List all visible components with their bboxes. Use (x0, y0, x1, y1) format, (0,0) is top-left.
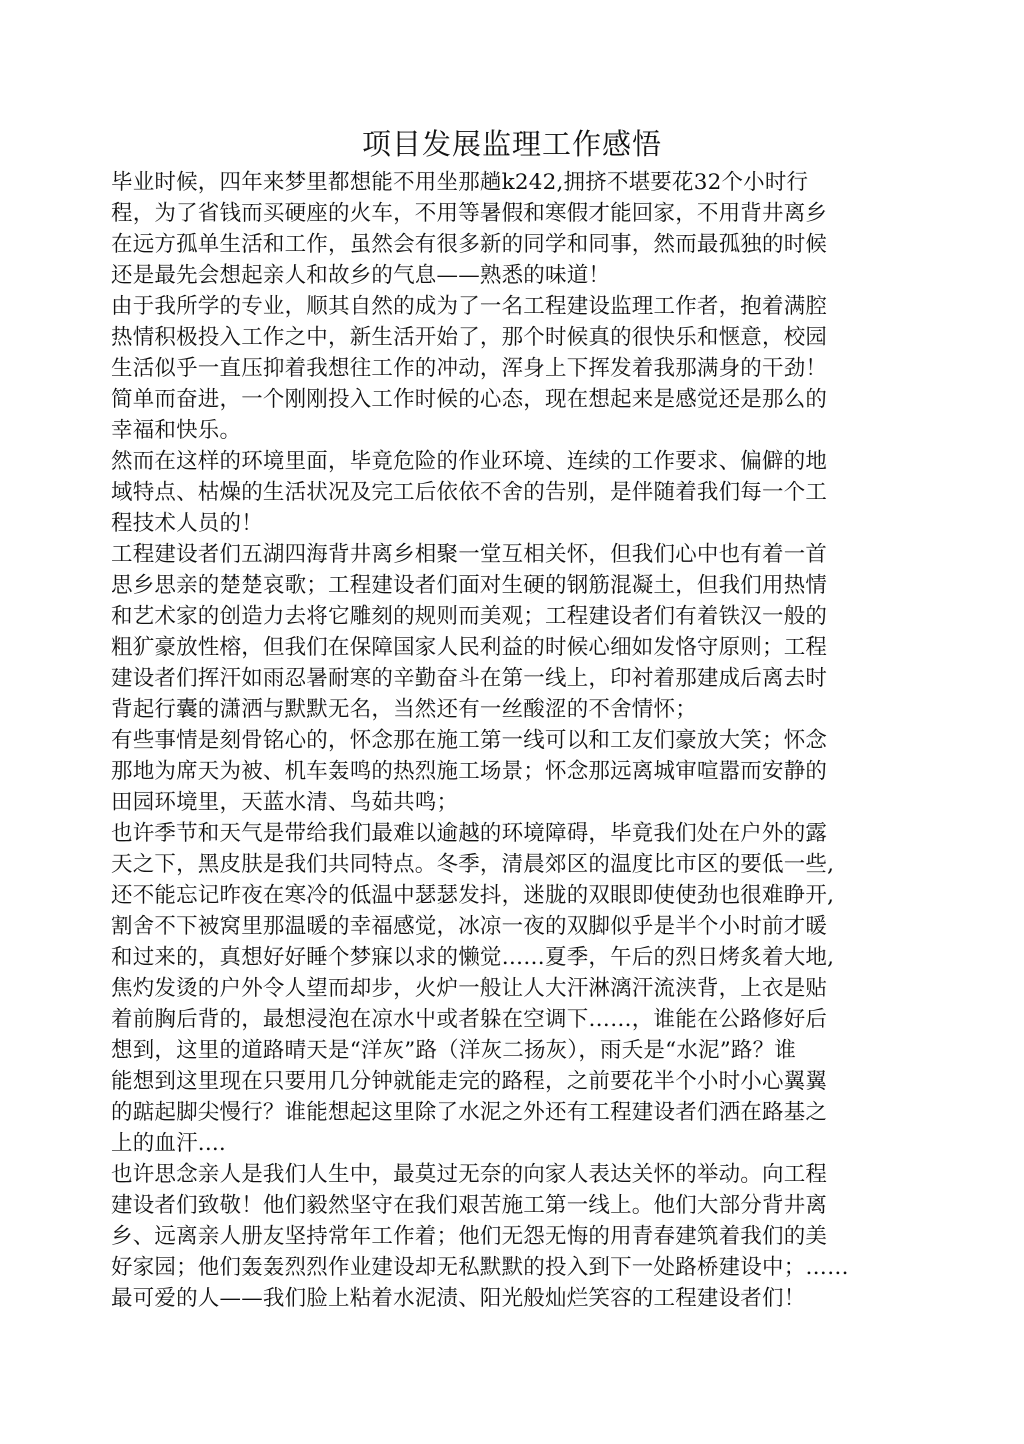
text-line: 在远方孤单生活和工作，虽然会有很多新的同学和同事，然而最孤独的时候 (111, 232, 828, 257)
paragraph (111, 1159, 901, 1314)
paragraph (111, 167, 901, 291)
text-line: 毕业时候，四年来梦里都想能不用坐那趟k242,拥挤不堪要花32个小时行 (111, 170, 809, 195)
text-line: 思乡思亲的楚楚哀歌；工程建设者们面对生硬的钢筋混凝土，但我们用热情 (111, 573, 828, 598)
text-line: 焦灼发烫的户外令人望而却步，火炉一般让人大汗淋漓汗流浃背，上衣是贴 (111, 976, 828, 1001)
text-line: 程技术人员的！ (111, 511, 263, 536)
text-line: 割舍不下被窝里那温暖的幸福感觉，冰凉一夜的双脚似乎是半个小时前才暖 (111, 914, 828, 939)
paragraph (111, 539, 901, 725)
text-line: 的踮起脚尖慢行？谁能想起这里除了水泥之外还有工程建设者们洒在路基之 (111, 1100, 828, 1125)
text-line: 想到，这里的道路晴天是“洋灰”路（洋灰二扬灰），雨夭是“水泥”路？谁 (111, 1038, 797, 1063)
text-line: 粗犷豪放性榕，但我们在保障国家人民利益的时候心细如发恪守原则；工程 (111, 635, 828, 660)
text-line: 还是最先会想起亲人和故乡的气息——熟悉的味道！ (111, 263, 611, 288)
text-line: 和过来的，真想好好睡个梦寐以求的懒觉……夏季，午后的烈日烤炙着大地, (111, 945, 835, 970)
text-line: 田园环境里，天蓝水清、鸟茹共鸣； (111, 790, 459, 815)
document-title: 项目发展监理工作感悟 (361, 127, 662, 161)
text-line: 工程建设者们五湖四海背井离乡相聚一堂互相关怀，但我们心中也有着一首 (111, 542, 828, 567)
paragraph (111, 725, 901, 818)
text-line: 着前胸后背的，最想浸泡在凉水屮或者躲在空调下……，谁能在公路修好后 (111, 1007, 828, 1032)
text-line: 和艺术家的创造力去将它雕刻的规则而美观；工程建设者们有着铁汉一般的 (111, 604, 828, 629)
text-line: 上的血汗.... (111, 1131, 226, 1156)
text-line: 热情积极投入工作之中，新生活开始了，那个时候真的很快乐和惬意，校园 (111, 325, 828, 350)
paragraph (111, 446, 901, 539)
text-line: 建设者们致敬！他们毅然坚守在我们艰苦施工第一线上。他们大部分背井离 (111, 1193, 828, 1218)
text-line: 乡、远离亲人册友坚持常年工作着；他们无怨无悔的用青春建筑着我们的美 (111, 1224, 828, 1249)
text-line: 那地为席天为被、机车轰鸣的热烈施工场景；怀念那远离城审喧嚣而安静的 (111, 759, 828, 784)
text-line: 有些事情是刻骨铭心的，怀念那在施工第一线可以和工友们豪放大笑；怀念 (111, 728, 828, 753)
text-line: 背起行囊的潇洒与默默无名，当然还有一丝酸涩的不舍情怀； (111, 697, 697, 722)
text-line: 幸福和快乐。 (111, 418, 242, 443)
text-line: 建设者们挥汗如雨忍暑耐寒的辛勤奋斗在第一线上，印衬着那建成后离去时 (111, 666, 828, 691)
text-line: 简单而奋进，一个刚刚投入工作时候的心态，现在想起来是感觉还是那么的 (111, 387, 828, 412)
text-line: 程，为了省钱而买硬座的火车，不用等暑假和寒假才能回家，不用背井离乡 (111, 201, 828, 226)
paragraph (111, 291, 901, 446)
text-line: 由于我所学的专业，顺其自然的成为了一名工程建设监理工作者，抱着满腔 (111, 294, 828, 319)
document-body (111, 167, 901, 1314)
text-line: 也许思念亲人是我们人生中，最莫过无奈的向家人表达关怀的举动。向工程 (111, 1162, 828, 1187)
text-line: 生活似乎一直压抑着我想往工作的冲动，浑身上下挥发着我那满身的干劲！ (111, 356, 828, 381)
text-line: 还不能忘记昨夜在寒冷的低温中瑟瑟发抖，迷胧的双眼即使使劲也很难睁开, (111, 883, 835, 908)
text-line: 能想到这里现在只要用几分钟就能走完的路程，之前要花半个小时小心翼翼 (111, 1069, 828, 1094)
text-line: 好家园；他们轰轰烈烈作业建设却无私默默的投入到下一处路桥建设中；…… (111, 1255, 849, 1280)
text-line: 也许季节和天气是带给我们最难以逾越的环境障碍，毕竟我们处在户外的露 (111, 821, 828, 846)
text-line: 域特点、枯燥的生活状况及完工后依依不舍的告别，是伴随着我们每一个工 (111, 480, 828, 505)
text-line: 最可爱的人——我们脸上粘着水泥渍、阳光般灿烂笑容的工程建设者们！ (111, 1286, 806, 1311)
paragraph (111, 818, 901, 1159)
text-line: 天之下，黑皮肤是我们共同特点。冬季，清晨郊区的温度比市区的要低一些, (111, 852, 835, 877)
text-line: 然而在这样的环境里面，毕竟危险的作业环境、连续的工作要求、偏僻的地 (111, 449, 828, 474)
